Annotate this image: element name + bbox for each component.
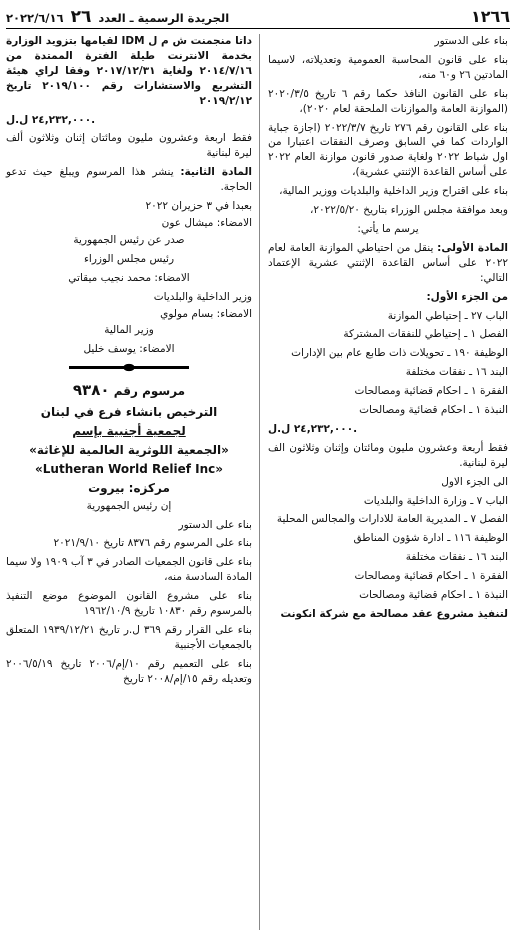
preamble-line: بناء على القانون النافذ حكما رقم ٦ تاريخ ٢٠٢٠/٣/٥ (الموازنة العامة والموازنات الملحقة لعام ٢٠٢٠)،: [268, 87, 508, 115]
association-name-en: «Lutheran World Relief Inc»: [35, 461, 223, 476]
section-separator: [69, 363, 189, 372]
from-row: البند ١٦ ـ نفقات مختلفة: [405, 366, 508, 379]
from-row: النبذة ١ ـ احكام قضائية ومصالحات: [359, 404, 508, 417]
preamble-line: بناء على القانون رقم ٢٧٦ تاريخ ٢٠٢٢/٣/٧ (اجازة جباية الواردات كما في السابق وصرف النفقات اعتبارا من اول شباط ٢٠٢٢ ولغاية صدور قانون موازنة العام ٢٠٢٢ على أساس القاعدة الإثنتي عشرية)،: [268, 121, 508, 179]
association-name-ar: «الجمعية اللوثرية العالمية للإغاثة»: [29, 442, 229, 457]
article-1-title: المادة الأولى:: [437, 241, 509, 254]
to-row: الفقرة ١ ـ احكام قضائية ومصالحات: [354, 570, 508, 583]
signature-pm: الامضاء: محمد نجيب ميقاتي: [68, 271, 190, 284]
gazette-issue: [6, 5, 229, 29]
preamble-line: بناء على الدستور: [434, 35, 508, 47]
decree-title: [6, 380, 252, 401]
to-row: الباب ٧ ـ وزارة الداخلية والبلديات: [363, 494, 508, 507]
signature-president: الامضاء: ميشال عون: [161, 216, 252, 229]
headquarters: مركزه: بيروت: [88, 480, 170, 495]
decree-subject-2: لجمعية أجنبية بإسم: [72, 423, 186, 438]
article-1: [268, 241, 508, 286]
issue-number: ٢٦: [70, 6, 92, 27]
preamble-line: بناء على قانون المحاسبة العمومية وتعديلاته، لاسيما المادتين ٢٦ و٦٠ منه،: [268, 53, 508, 81]
to-part-heading: الى الجزء الاول: [441, 475, 508, 488]
signature-interior: الامضاء: بسام مولوي: [160, 307, 252, 320]
president-intro: إن رئيس الجمهورية: [86, 499, 172, 512]
preamble-line: بناء على مشروع القانون الموضوع موضع التنفيذ بالمرسوم رقم ١٠٨٣٠ تاريخ ١٩٦٢/١٠/٩: [6, 590, 252, 618]
article-2: [6, 165, 252, 195]
from-part-heading: من الجزء الأول:: [426, 290, 508, 303]
preamble-line: بناء على قانون الجمعيات الصادر في ٣ آب ١٩٠٩ ولا سيما المادة السادسة منه،: [6, 556, 252, 584]
issue-date: ٢٠٢٢/٦/١٦: [6, 10, 64, 25]
to-row: الفصل ٧ ـ المديرية العامة للادارات والمجالس المحلية: [276, 513, 508, 526]
article-2-text: ينشر هذا المرسوم ويبلغ حيث تدعو الحاجة.: [6, 166, 252, 194]
decree-statement: يرسم ما يأتي:: [357, 222, 419, 235]
page-header: [6, 6, 510, 29]
gazette-name: الجريدة الرسمية ـ العدد: [98, 10, 230, 25]
continued-text: داتا منجمنت ش م ل IDM لقيامها بتزويد الوزارة بخدمة الانترنت طيلة الفترة الممتدة من ٢٠١٤/٧/١٦ ولغاية ٢٠١٧/١٢/٣١ وفقا لراي هيئة التشريع والاستشارات رقم ٢٠١٩/١٠٠ تاريخ ٢٠١٩/٢/١٢: [6, 35, 252, 107]
preamble-line: بناء على القرار رقم ٣٦٩ ل.ر تاريخ ١٩٣٩/١٢/٢١ المتعلق بالجمعيات الأجنبية: [6, 624, 252, 651]
signature-finance: الامضاء: يوسف خليل: [83, 343, 175, 356]
preamble-line: بناء على الدستور: [178, 518, 252, 531]
column-divider: [259, 34, 260, 930]
amount-words: فقط أربعة وعشرون مليون ومائتان وإثنان وثلاثون الف ليرة لبنانية.: [268, 441, 508, 469]
article-2-title: المادة الثانية:: [180, 166, 252, 179]
amount-figure: ٢٤,٢٣٢,٠٠٠ ل.ل.: [6, 113, 96, 126]
decree-number: ٩٣٨٠: [72, 381, 110, 400]
page-number: ١٢٦٦: [470, 6, 510, 26]
left-column: [6, 34, 252, 934]
decree-subject: الترخيص بانشاء فرع في لبنان: [40, 404, 218, 419]
article-1-text: ينقل من احتياطي الموازنة العامة لعام ٢٠٢٢ على أساس القاعدة الإثنتي عشرية الإعتماد التالي:: [268, 241, 508, 284]
issued-by: صدر عن رئيس الجمهورية: [73, 233, 185, 246]
to-row: الوظيفة ١١٦ ـ ادارة شؤون المناطق: [353, 532, 508, 545]
right-column: [268, 34, 508, 934]
interior-minister-title: وزير الداخلية والبلديات: [153, 290, 252, 303]
preamble-line: بناء على اقتراح وزير الداخلية والبلديات ووزير المالية،: [279, 185, 508, 198]
from-row: الوظيفة ١٩٠ ـ تحويلات ذات طابع عام بين الإدارات: [291, 347, 508, 360]
decree-label: مرسوم رقم: [113, 384, 186, 399]
to-row: البند ١٦ ـ نفقات مختلفة: [405, 551, 508, 564]
preamble-line: بناء على المرسوم رقم ٨٣٧٦ تاريخ ٢٠٢١/٩/١٠: [53, 537, 252, 550]
from-row: الفقرة ١ ـ احكام قضائية ومصالحات: [354, 385, 508, 398]
pm-title: رئيس مجلس الوزراء: [83, 252, 175, 265]
to-row: النبذة ١ ـ احكام قضائية ومصالحات: [359, 589, 508, 602]
from-row: الباب ٢٧ ـ إحتياطي الموازنة: [387, 309, 508, 322]
purpose-line: لتنفيذ مشروع عقد مصالحة مع شركة انكونت: [280, 608, 508, 620]
from-row: الفصل ١ ـ إحتياطي للنفقات المشتركة: [343, 328, 508, 341]
amount-words: فقط اربعة وعشرون مليون ومائتان إثنان وثلاثون ألف ليرة لبنانية: [6, 132, 252, 160]
finance-minister-title: وزير المالية: [104, 324, 154, 337]
preamble-line: بناء على التعميم رقم ١٠/إم/٢٠٠٦ تاريخ ٢٠٠٦/٥/١٩ وتعديله رقم ١٥/إم/٢٠٠٨ تاريخ: [6, 657, 252, 685]
preamble-line: وبعد موافقة مجلس الوزراء بتاريخ ٢٠٢٢/٥/٢٠،: [310, 204, 508, 217]
issue-place-date: بعبدا في ٣ حزيران ٢٠٢٢: [145, 200, 252, 213]
transfer-amount: ٢٤,٢٣٢,٠٠٠ ل.ل.: [268, 422, 358, 435]
